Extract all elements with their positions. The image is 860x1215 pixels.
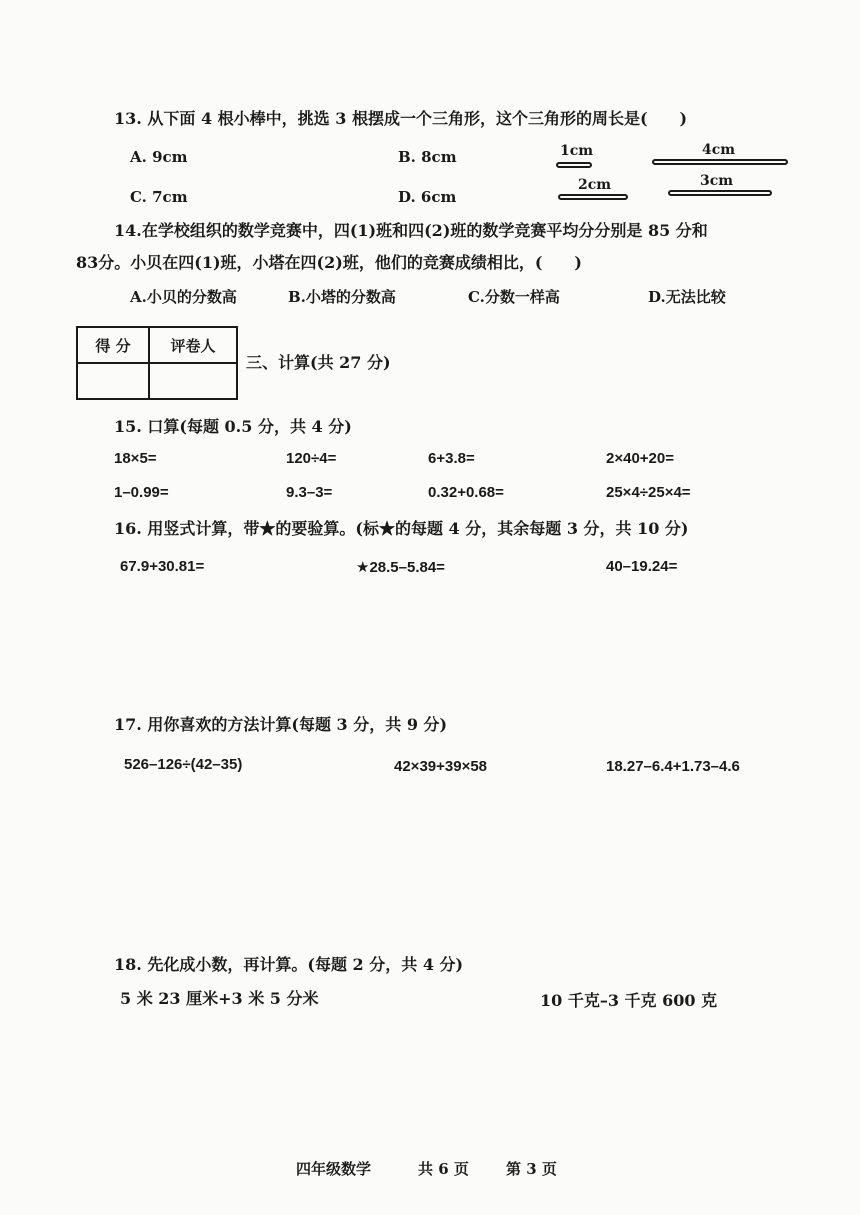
q17-item: 526–126÷(42–35): [124, 756, 243, 773]
stick-2cm: [558, 194, 628, 200]
q18-stem: 18. 先化成小数，再计算。(每题 2 分，共 4 分): [114, 955, 464, 974]
q15-item: 9.3–3=: [286, 484, 333, 501]
stick-label-4cm: 4cm: [702, 142, 736, 158]
q15-item: 6+3.8=: [428, 450, 475, 467]
score-box: [76, 326, 238, 400]
q16-item-starred: ★28.5–5.84=: [356, 559, 445, 576]
stick-4cm: [652, 159, 788, 165]
grader-cell[interactable]: [149, 363, 237, 399]
q13-option-d: D. 6cm: [398, 188, 457, 206]
q14-option-a: A.小贝的分数高: [130, 288, 237, 306]
q15-item: 120÷4=: [286, 450, 337, 467]
q15-item: 1–0.99=: [114, 484, 169, 501]
q16-item: 40–19.24=: [606, 558, 678, 575]
q13-option-b: B. 8cm: [398, 148, 457, 166]
q14-option-c: C.分数一样高: [468, 288, 560, 306]
stick-1cm: [556, 162, 592, 168]
footer-page-number: 第 3 页: [506, 1160, 557, 1178]
q18-item: 5 米 23 厘米+3 米 5 分米: [120, 989, 319, 1008]
q13-stem: 13. 从下面 4 根小棒中，挑选 3 根摆成一个三角形，这个三角形的周长是( ): [114, 109, 688, 128]
q17-stem: 17. 用你喜欢的方法计算(每题 3 分，共 9 分): [114, 715, 448, 734]
q14-option-d: D.无法比较: [648, 288, 726, 306]
grader-header: 评卷人: [149, 327, 237, 363]
stick-label-2cm: 2cm: [578, 177, 612, 193]
q13-option-a: A. 9cm: [130, 148, 188, 166]
q13-option-c: C. 7cm: [130, 188, 188, 206]
q15-item: 18×5=: [114, 450, 157, 467]
section-3-title: 三、计算(共 27 分): [246, 353, 391, 372]
stick-label-1cm: 1cm: [560, 143, 594, 159]
q17-item: 18.27–6.4+1.73–4.6: [606, 758, 740, 775]
score-header: 得 分: [77, 327, 149, 363]
footer-total-pages: 共 6 页: [418, 1160, 469, 1178]
stick-label-3cm: 3cm: [700, 173, 734, 189]
q18-item: 10 千克–3 千克 600 克: [540, 991, 718, 1010]
score-cell[interactable]: [77, 363, 149, 399]
q14-stem-line2: 83分。小贝在四(1)班，小塔在四(2)班，他们的竞赛成绩相比，( ): [76, 253, 582, 272]
q17-item: 42×39+39×58: [394, 758, 488, 775]
q14-option-b: B.小塔的分数高: [288, 288, 396, 306]
q14-stem-line1: 14.在学校组织的数学竞赛中，四(1)班和四(2)班的数学竞赛平均分分别是 85 分和: [114, 221, 708, 240]
q15-item: 25×4÷25×4=: [606, 484, 691, 501]
q16-item: 67.9+30.81=: [120, 558, 205, 575]
q15-stem: 15. 口算(每题 0.5 分，共 4 分): [114, 417, 352, 436]
q16-stem: 16. 用竖式计算，带★的要验算。(标★的每题 4 分，其余每题 3 分，共 10 分): [114, 519, 689, 538]
q15-item: 2×40+20=: [606, 450, 674, 467]
footer-subject: 四年级数学: [296, 1160, 372, 1178]
stick-3cm: [668, 190, 772, 196]
q15-item: 0.32+0.68=: [428, 484, 504, 501]
